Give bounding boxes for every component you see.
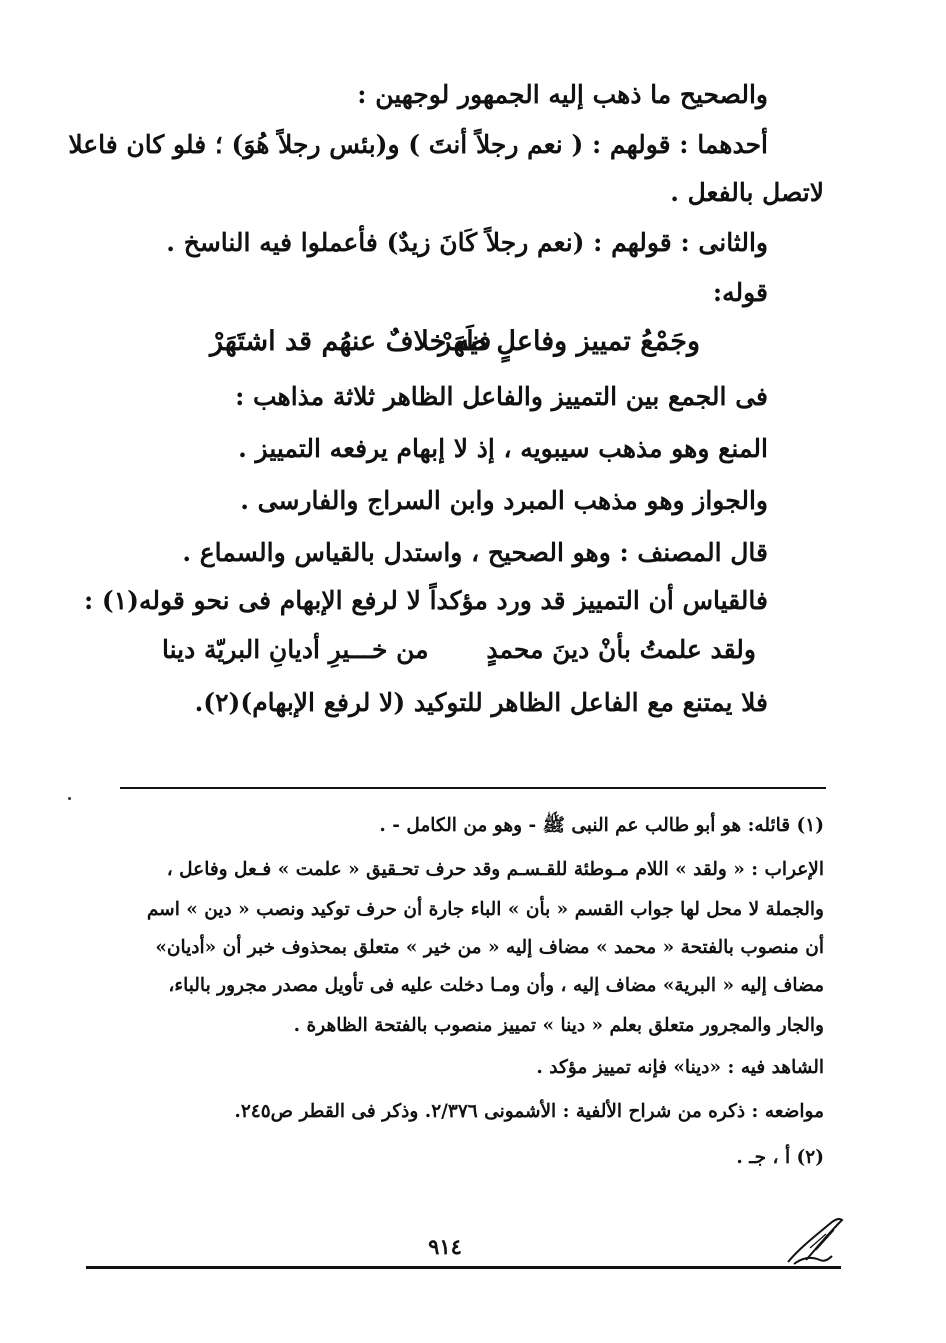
body-line-10: فالقياس أن التمييز قد ورد مؤكداً لا لرفع الإبهام فى نحو قوله(١) : [83, 586, 768, 615]
page-number: ٩١٤ [428, 1234, 462, 1259]
body-line-3: لاتصل بالفعل . [670, 178, 824, 207]
verse1-left-hemistich: فيه خلافٌ عنهُم قد اشتَهَرْ [210, 326, 492, 357]
footnote-line-4: أن منصوب بالفتحة « محمد » مضاف إليه « من خير » متعلق بمحذوف خبر أن «أديان» [155, 937, 824, 958]
body-line-9: قال المصنف : وهو الصحيح ، واستدل بالقياس والسماع . [182, 538, 768, 567]
verse2-left-hemistich: من خـــيرِ أديانِ البريّة دينا [162, 635, 429, 664]
footnote-line-1: (١) قائله: هو أبو طالب عم النبى ﷺ - وهو من الكامل - . [379, 815, 824, 836]
body-line-5: قوله: [712, 278, 768, 307]
body-line-2: أحدهما : قولهم : ( نعم رجلاً أنتَ ) و(بئس رجلاً هُوَ) ؛ فلو كان فاعلا [68, 130, 768, 159]
footnote-line-8: مواضعه : ذكره من شراح الألفية : الأشمونى ٢/٣٧٦. وذكر فى القطر ص٢٤٥. [234, 1101, 824, 1122]
verse2-right-hemistich: ولقد علمتُ بأنْ دينَ محمدٍ [486, 635, 756, 664]
footnote-line-7: الشاهد فيه : «دينا» فإنه تمييز مؤكد . [536, 1057, 824, 1078]
body-line-8: والجواز وهو مذهب المبرد وابن السراج والفارسى . [240, 486, 768, 515]
verse1-right-hemistich: وجَمْعُ تمييز وفاعلٍ ظَهَرْ [438, 326, 700, 357]
quill-flourish-icon [780, 1210, 850, 1270]
body-line-1: والصحيح ما ذهب إليه الجمهور لوجهين : [357, 80, 768, 109]
body-line-6: فى الجمع بين التمييز والفاعل الظاهر ثلاثة مذاهب : [235, 382, 768, 411]
bottom-rule [86, 1266, 841, 1269]
footnote-line-5: مضاف إليه « البرية» مضاف إليه ، وأن ومـا دخلت عليه فى تأويل مصدر مجرور بالباء، [168, 975, 824, 996]
footnote-line-9: (٢) أ ، جـ . [736, 1147, 824, 1168]
footnote-separator [120, 787, 826, 789]
footnote-line-6: والجار والمجرور متعلق بعلم « دينا » تمييز منصوب بالفتحة الظاهرة . [293, 1015, 824, 1036]
print-speck [68, 797, 71, 800]
footnote-line-2: الإعراب : « ولقد » اللام مـوطئة للقـسـم وقد حرف تحـقيق « علمت » فـعل وفاعل ، [166, 859, 824, 880]
footnote-line-3: والجملة لا محل لها جواب القسم « بأن » الباء جارة أن حرف توكيد ونصب « دين » اسم [146, 899, 824, 920]
body-line-4: والثانى : قولهم : (نعم رجلاً كَانَ زيدٌ) فأعملوا فيه الناسخ . [166, 228, 768, 257]
body-line-11: فلا يمتنع مع الفاعل الظاهر للتوكيد (لا لرفع الإبهام)(٢). [194, 688, 768, 717]
body-line-7: المنع وهو مذهب سيبويه ، إذ لا إبهام يرفعه التمييز . [238, 434, 768, 463]
